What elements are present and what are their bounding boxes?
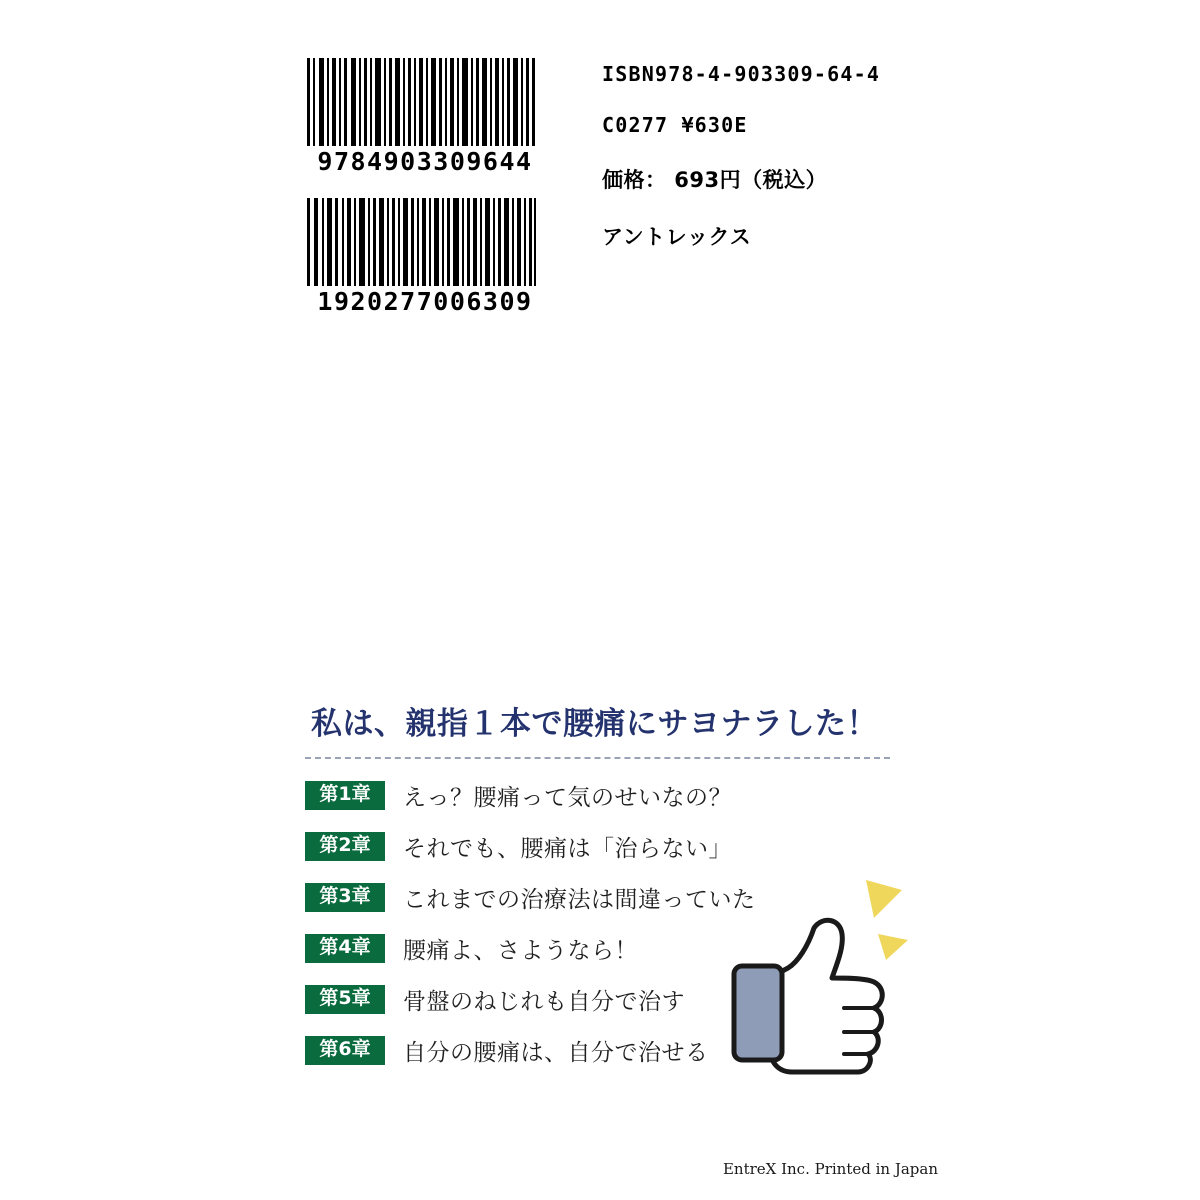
chapter-badge: 第5章 [305,985,385,1014]
chapter-badge: 第4章 [305,934,385,963]
isbn-barcode [305,58,545,176]
chapter-title: えっ？腰痛って気のせいなの？ [403,785,732,811]
footer-text: EntreX Inc. Printed in Japan [722,1160,938,1178]
chapter-title: これまでの治療法は間違っていた [403,887,756,913]
barcode-spacer [305,176,545,198]
thumbs-up-hand-icon [718,862,938,1102]
isbn-number: ISBN978-4-903309-64-4 [602,62,881,86]
list-item [305,830,925,863]
divider [305,757,890,759]
price-with-tax: 価格： 693円（税込） [602,168,828,192]
chapter-badge: 第1章 [305,781,385,810]
page-title: 私は、親指１本で腰痛にサヨナラした！ [311,706,878,742]
price-barcode-digits: 1920277006309 [317,287,533,316]
isbn-info-block [602,62,1002,278]
chapter-badge: 第6章 [305,1036,385,1065]
chapter-title: 骨盤のねじれも自分で治す [403,989,685,1015]
list-item [305,779,925,812]
price-barcode [305,198,545,316]
barcode-area [305,58,545,316]
isbn-barcode-image [305,58,537,146]
chapter-title: それでも、腰痛は「治らない」 [403,836,732,862]
sleeve-shape [734,966,782,1060]
chapter-badge: 第2章 [305,832,385,861]
chapter-title: 自分の腰痛は、自分で治せる [403,1040,709,1066]
thumbs-up-hand-illustration [718,862,938,1102]
chapter-badge: 第3章 [305,883,385,912]
spark-icon [866,880,902,918]
spark-icon [878,934,908,960]
publisher-name: アントレックス [602,225,752,249]
c-code-and-price: C0277 ¥630E [602,113,748,137]
price-barcode-image [305,198,537,286]
chapter-title: 腰痛よ、さようなら！ [403,938,638,964]
isbn-barcode-digits: 9784903309644 [317,147,533,176]
